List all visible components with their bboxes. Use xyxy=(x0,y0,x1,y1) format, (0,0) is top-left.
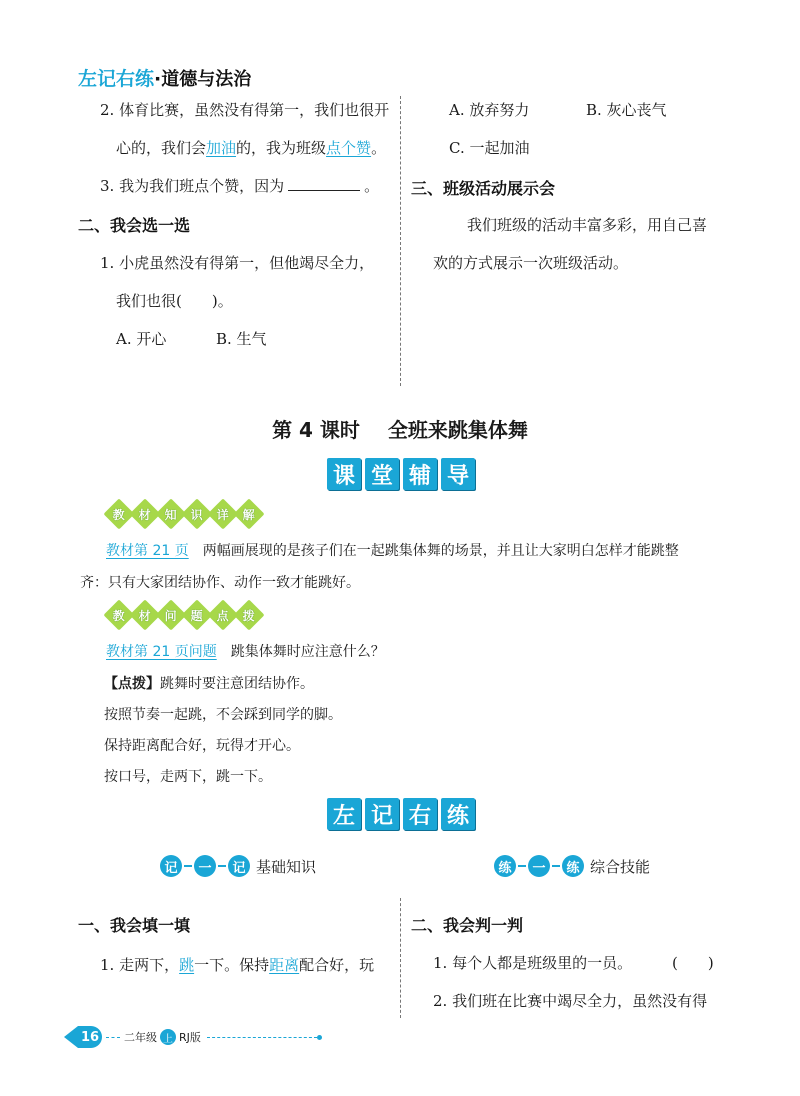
grade-label: 二年级 xyxy=(124,1031,157,1044)
option-a[interactable]: A. 放弃努力 xyxy=(449,101,530,119)
s2-q1-line1: 1. 小虎虽然没有得第一，但他竭尽全力， xyxy=(100,254,375,272)
tag-textbook-knowledge: 教 材 知 识 详 解 xyxy=(108,503,264,525)
bottom-right-title: 二、我会判一判 xyxy=(411,916,524,935)
question-line: 教材第 21 页问题 跳集体舞时应注意什么？ xyxy=(106,644,385,660)
banner-tile: 导 xyxy=(441,458,475,490)
bottom-left-title: 一、我会填一填 xyxy=(78,916,191,935)
banner-tile: 辅 xyxy=(403,458,437,490)
brand-title: 左记右练 xyxy=(78,68,155,90)
judge-q2: 2. 我们班在比赛中竭尽全力，虽然没有得 xyxy=(433,992,708,1010)
answer-blank[interactable] xyxy=(288,176,360,191)
banner-classroom-guidance xyxy=(327,458,475,490)
judge-q1-paren[interactable]: ( ) xyxy=(672,954,714,972)
banner-tile: 课 xyxy=(327,458,361,490)
footer xyxy=(64,1026,322,1048)
detail-line2: 齐：只有大家团结协作、动作一致才能跳好。 xyxy=(80,575,360,591)
textbook-ref: 教材第 21 页 xyxy=(106,543,189,559)
hint-line3: 保持距离配合好，玩得才开心。 xyxy=(104,738,300,754)
subheader-basic-knowledge: 记 一 记 基础知识 xyxy=(160,855,316,877)
hint-line1: 【点拨】跳舞时要注意团结协作。 xyxy=(104,676,314,692)
detail-line1: 教材第 21 页 两幅画展现的是孩子们在一起跳集体舞的场景，并且让大家明白怎样才能跳整 xyxy=(106,543,679,559)
column-divider-bottom xyxy=(400,898,401,1018)
page-number: 16 xyxy=(78,1026,102,1048)
term-badge: 上 xyxy=(160,1029,176,1045)
hint-line2: 按照节奏一起跳，不会踩到同学的脚。 xyxy=(104,707,342,723)
answer-juli: 距离 xyxy=(269,956,300,974)
q2-line2: 心的，我们会加油的，我为班级点个赞。 xyxy=(116,139,387,157)
answer-dianzan: 点个赞 xyxy=(326,139,372,157)
hint-label: 【点拨】 xyxy=(104,676,160,692)
banner-tile: 记 xyxy=(365,798,399,830)
page-arrow-icon xyxy=(64,1026,78,1048)
s2-q1-option-b[interactable]: B. 生气 xyxy=(216,330,267,348)
answer-jiayou: 加油 xyxy=(206,139,237,157)
page-header: 左记右练 · 道德与法治 xyxy=(78,64,251,91)
s2-q1-option-a[interactable]: A. 开心 xyxy=(116,330,167,348)
lesson-number: 第 4 课时 xyxy=(272,418,360,442)
banner-tile: 左 xyxy=(327,798,361,830)
banner-tile: 练 xyxy=(441,798,475,830)
edition-label: RJ版 xyxy=(179,1031,201,1044)
option-b[interactable]: B. 灰心丧气 xyxy=(586,101,667,119)
q3-line: 3. 我为我们班点个赞，因为 。 xyxy=(100,177,380,195)
banner-tile: 堂 xyxy=(365,458,399,490)
tag-textbook-question: 教 材 问 题 点 拨 xyxy=(108,604,264,626)
column-divider-top xyxy=(400,96,401,386)
fill-q1: 1. 走两下，跳一下。保持距离配合好，玩 xyxy=(100,956,375,974)
banner-tile: 右 xyxy=(403,798,437,830)
question-ref: 教材第 21 页问题 xyxy=(106,644,217,660)
subject-title: 道德与法治 xyxy=(161,69,252,90)
q2-line1: 2. 体育比赛，虽然没有得第一，我们也很开 xyxy=(100,101,390,119)
section2-title: 二、我会选一选 xyxy=(78,216,191,235)
answer-tiao: 跳 xyxy=(179,956,195,974)
hint-line4: 按口号，走两下，跳一下。 xyxy=(104,769,272,785)
lesson-name: 全班来跳集体舞 xyxy=(387,418,528,442)
option-c[interactable]: C. 一起加油 xyxy=(449,139,530,157)
lian-yi-lian-badge: 练 一 练 xyxy=(494,855,584,877)
ji-yi-ji-badge: 记 一 记 xyxy=(160,855,250,877)
s3-line2: 欢的方式展示一次班级活动。 xyxy=(433,254,629,272)
judge-q1: 1. 每个人都是班级里的一员。 xyxy=(433,954,633,972)
banner-zuoji-youlian xyxy=(327,798,475,830)
s2-q1-line2: 我们也很( )。 xyxy=(116,292,233,310)
lesson-title xyxy=(0,414,800,443)
subheader-comprehensive-skills: 练 一 练 综合技能 xyxy=(494,855,650,877)
s3-line1: 我们班级的活动丰富多彩，用自己喜 xyxy=(467,216,708,234)
section3-title: 三、班级活动展示会 xyxy=(411,179,556,198)
